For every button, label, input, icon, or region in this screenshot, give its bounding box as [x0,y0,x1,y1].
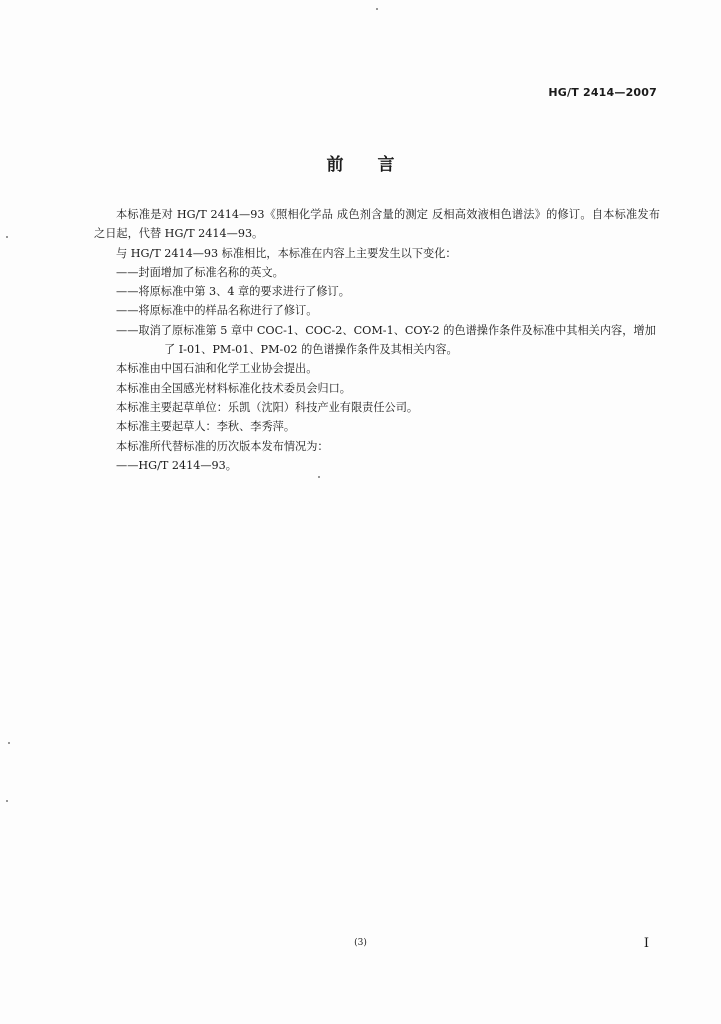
scan-speck [318,476,320,478]
change-item: ——将原标准中的样品名称进行了修订。 [116,304,318,318]
paragraph-history-intro: 本标准所代替标准的历次版本发布情况为： [116,439,329,453]
title-char-1: 前 [326,155,344,175]
foreword-body [94,205,660,475]
paragraph-drafters: 本标准主要起草人：李秋、李秀萍。 [116,420,296,434]
paragraph-drafting-unit: 本标准主要起草单位：乐凯（沈阳）科技产业有限责任公司。 [116,400,419,414]
paragraph-proposer: 本标准由中国石油和化学工业协会提出。 [116,362,318,376]
paragraph-revision: 本标准是对 HG/T 2414—93《照相化学品 成色剂含量的测定 反相高效液相色谱法》的修订。自本标准发布之日起，代替 HG/T 2414—93。 [94,208,660,241]
page-number: I [643,936,649,951]
change-item: ——封面增加了标准名称的英文。 [116,265,284,279]
title-char-2: 言 [377,155,395,175]
footer-mark: (3) [354,938,367,948]
standard-code: HG/T 2414—2007 [548,86,657,99]
scan-speck [6,236,8,238]
change-item: ——取消了原标准第 5 章中 COC-1、COC-2、COM-1、COY-2 的色谱操作条件及标准中其相关内容，增加了 I-01、PM-01、PM-02 的色谱操作条件及其相关内容。 [116,323,656,357]
change-item: ——将原标准中第 3、4 章的要求进行了修订。 [116,285,350,299]
history-item: ——HG/T 2414—93。 [116,458,237,472]
paragraph-changes-intro: 与 HG/T 2414—93 标准相比，本标准在内容上主要发生以下变化： [116,246,457,260]
paragraph-administrator: 本标准由全国感光材料标准化技术委员会归口。 [116,381,351,395]
scan-speck [6,800,8,802]
page-title [0,150,721,175]
scan-speck [8,742,10,744]
scan-speck [376,8,378,10]
